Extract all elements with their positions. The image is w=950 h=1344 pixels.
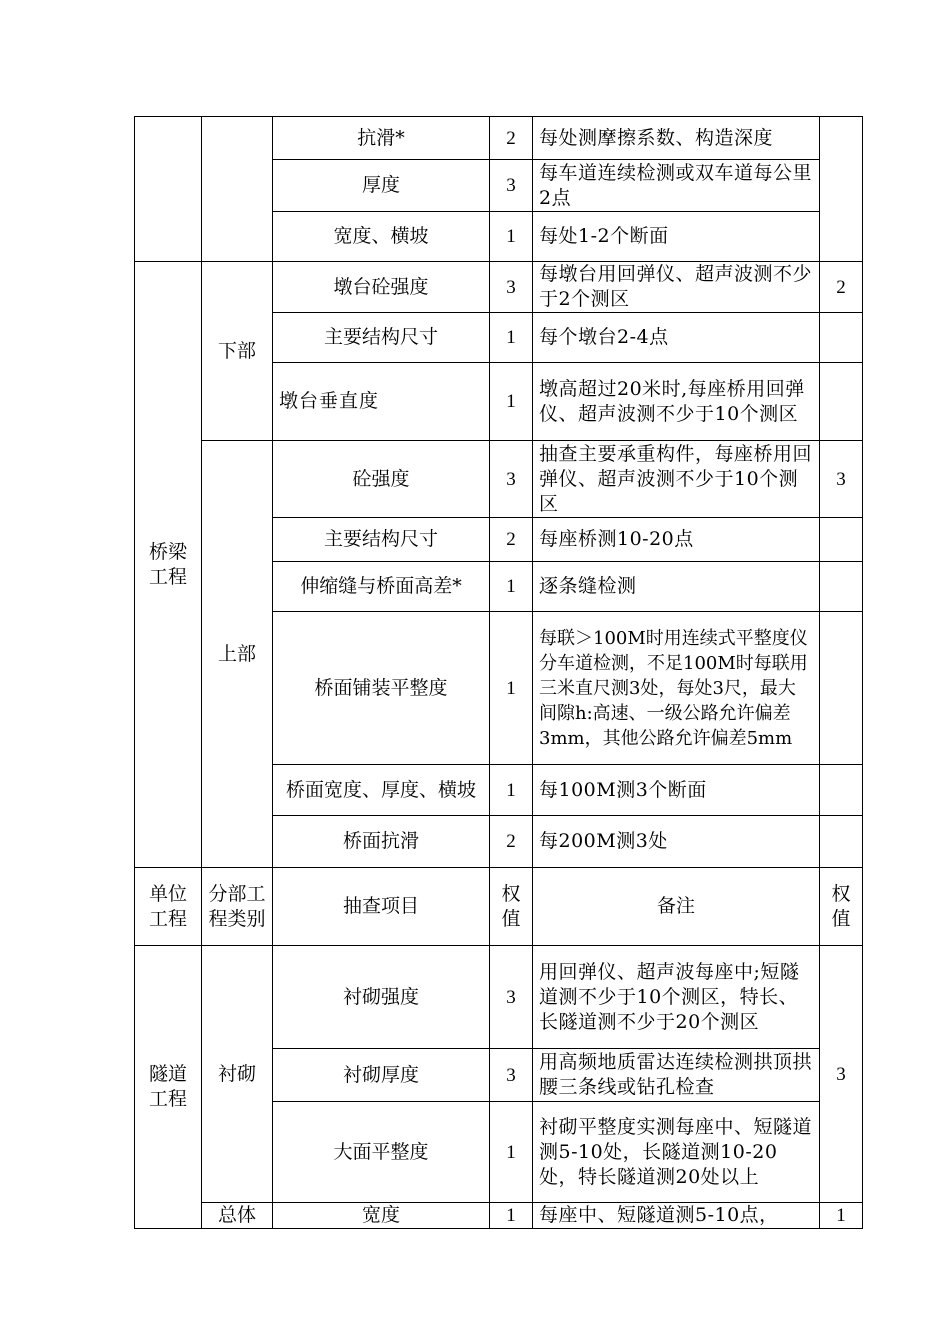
header-unit: 单位工程 <box>135 868 202 946</box>
remark-cell: 每墩台用回弹仪、超声波测不少于2个测区 <box>533 262 820 313</box>
remark-cell: 墩高超过20米时,每座桥用回弹仪、超声波测不少于10个测区 <box>533 363 820 441</box>
unit-cell-empty <box>135 117 202 262</box>
weight-cell: 1 <box>490 1102 533 1203</box>
item-cell: 宽度、横坡 <box>273 212 490 262</box>
weight-cell: 3 <box>490 441 533 518</box>
remark-cell: 每个墩台2-4点 <box>533 313 820 363</box>
item-cell: 大面平整度 <box>273 1102 490 1203</box>
item-cell: 砼强度 <box>273 441 490 518</box>
remark-cell: 用高频地质雷达连续检测拱顶拱腰三条线或钻孔检查 <box>533 1049 820 1102</box>
table-row <box>135 1203 863 1229</box>
weight2-cell-empty <box>820 816 863 868</box>
header-row <box>135 868 863 946</box>
remark-cell: 每车道连续检测或双车道每公里2点 <box>533 160 820 212</box>
remark-cell: 每处1-2个断面 <box>533 212 820 262</box>
category-cell-lower: 下部 <box>202 262 273 441</box>
table-row <box>135 262 863 313</box>
weight2-cell-empty <box>820 562 863 612</box>
item-cell: 桥面宽度、厚度、横坡 <box>273 765 490 816</box>
weight-cell: 3 <box>490 160 533 212</box>
category-cell-overall: 总体 <box>202 1203 273 1229</box>
remark-cell: 每200M测3处 <box>533 816 820 868</box>
category-cell-empty <box>202 117 273 262</box>
item-cell: 抗滑* <box>273 117 490 160</box>
weight2-cell-empty <box>820 765 863 816</box>
item-cell: 衬砌强度 <box>273 946 490 1049</box>
item-cell: 桥面铺装平整度 <box>273 612 490 765</box>
item-cell: 厚度 <box>273 160 490 212</box>
weight-cell: 1 <box>490 562 533 612</box>
weight2-cell-empty <box>820 518 863 562</box>
weight2-cell: 1 <box>820 1203 863 1229</box>
item-cell: 伸缩缝与桥面高差* <box>273 562 490 612</box>
weight2-cell: 2 <box>820 262 863 313</box>
weight2-cell-empty <box>820 363 863 441</box>
header-weight2: 权值 <box>820 868 863 946</box>
weight-cell: 3 <box>490 262 533 313</box>
category-cell-lining: 衬砌 <box>202 946 273 1203</box>
item-cell: 桥面抗滑 <box>273 816 490 868</box>
weight-cell: 1 <box>490 313 533 363</box>
item-cell: 墩台砼强度 <box>273 262 490 313</box>
item-cell: 墩台垂直度 <box>273 363 490 441</box>
unit-cell-tunnel: 隧道工程 <box>135 946 202 1229</box>
unit-cell-bridge: 桥梁工程 <box>135 262 202 868</box>
remark-cell: 抽查主要承重构件，每座桥用回弹仪、超声波测不少于10个测区 <box>533 441 820 518</box>
weight-cell: 3 <box>490 946 533 1049</box>
weight2-cell-empty <box>820 313 863 363</box>
weight-cell: 2 <box>490 518 533 562</box>
weight2-cell-empty <box>820 117 863 262</box>
remark-cell: 用回弹仪、超声波每座中;短隧道测不少于10个测区，特长、长隧道测不少于20个测区 <box>533 946 820 1049</box>
weight-cell: 2 <box>490 117 533 160</box>
item-cell: 衬砌厚度 <box>273 1049 490 1102</box>
table-row <box>135 441 863 518</box>
remark-cell: 每座中、短隧道测5-10点， <box>533 1203 820 1229</box>
weight-cell: 2 <box>490 816 533 868</box>
weight2-cell: 3 <box>820 946 863 1203</box>
remark-cell: 衬砌平整度实测每座中、短隧道测5-10处，长隧道测10-20处，特长隧道测20处以上 <box>533 1102 820 1203</box>
remark-cell: 每处测摩擦系数、构造深度 <box>533 117 820 160</box>
remark-cell: 每座桥测10-20点 <box>533 518 820 562</box>
remark-cell: 每联＞100M时用连续式平整度仪分车道检测，不足100M时每联用三米直尺测3处，每处3尺，最大间隙h:高速、一级公路允许偏差3mm，其他公路允许偏差5mm <box>533 612 820 765</box>
table-row <box>135 946 863 1049</box>
weight-cell: 1 <box>490 363 533 441</box>
remark-cell: 逐条缝检测 <box>533 562 820 612</box>
header-item: 抽查项目 <box>273 868 490 946</box>
category-cell-upper: 上部 <box>202 441 273 868</box>
weight-cell: 3 <box>490 1049 533 1102</box>
item-cell: 主要结构尺寸 <box>273 518 490 562</box>
weight-cell: 1 <box>490 1203 533 1229</box>
item-cell: 主要结构尺寸 <box>273 313 490 363</box>
header-remark: 备注 <box>533 868 820 946</box>
header-weight: 权值 <box>490 868 533 946</box>
item-cell: 宽度 <box>273 1203 490 1229</box>
inspection-table <box>134 116 863 1229</box>
weight-cell: 1 <box>490 612 533 765</box>
header-category: 分部工程类别 <box>202 868 273 946</box>
weight2-cell-empty <box>820 612 863 765</box>
remark-cell: 每100M测3个断面 <box>533 765 820 816</box>
weight-cell: 1 <box>490 765 533 816</box>
weight2-cell: 3 <box>820 441 863 518</box>
table-row <box>135 117 863 160</box>
weight-cell: 1 <box>490 212 533 262</box>
